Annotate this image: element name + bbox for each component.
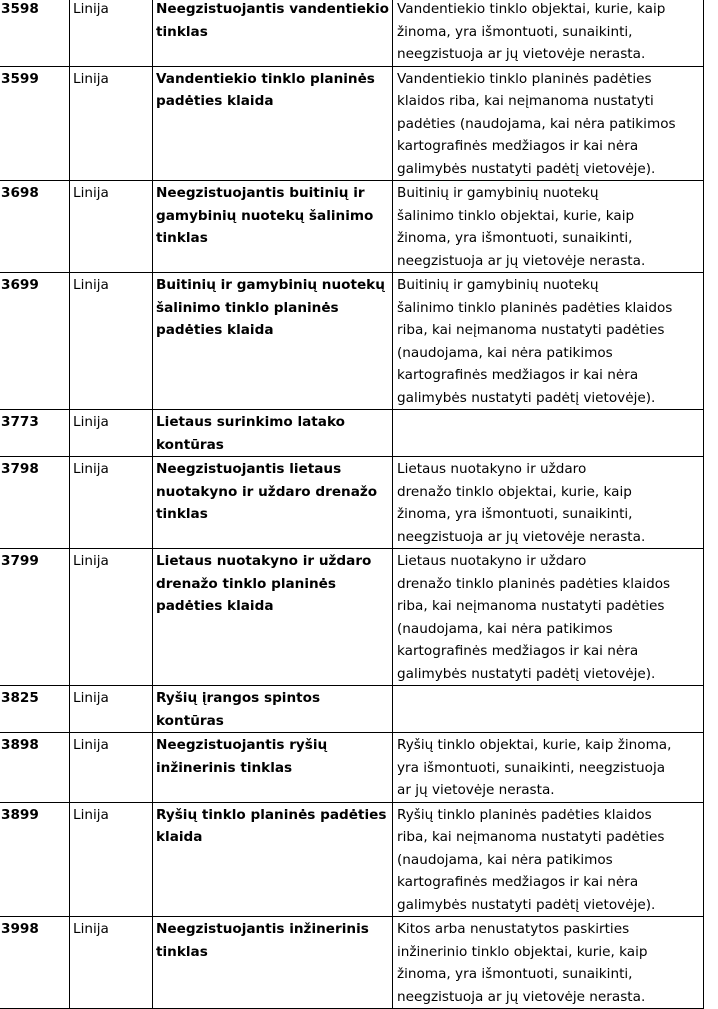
object-name-cell: Ryšių įrangos spintos kontūras: [153, 686, 393, 733]
description-cell: Vandentiekio tinklo objektai, kurie, kaip žinoma, yra išmontuoti, sunaikinti, neegzistuoja ar jų vietovėje nerasta.: [393, 0, 704, 66]
table-row: [0, 66, 704, 181]
geometry-type-cell: Linija: [70, 917, 153, 1009]
description-cell: Lietaus nuotakyno ir uždaro drenažo tinklo planinės padėties klaidos riba, kai neįmanoma nustatyti padėties (naudojama, kai nėra patikimos kartografinės medžiagos ir kai nėra galimybės nustatyti padėtį vietovėje).: [393, 549, 704, 686]
code-cell: 3825: [0, 686, 70, 733]
object-name-cell: Lietaus surinkimo latako kontūras: [153, 410, 393, 457]
geometry-type-cell: Linija: [70, 0, 153, 66]
code-cell: 3899: [0, 802, 70, 917]
geometry-type-cell: Linija: [70, 802, 153, 917]
object-name-cell: Neegzistuojantis buitinių ir gamybinių nuotekų šalinimo tinklas: [153, 181, 393, 273]
object-name-cell: Neegzistuojantis vandentiekio tinklas: [153, 0, 393, 66]
table-row: [0, 410, 704, 457]
code-cell: 3699: [0, 273, 70, 410]
code-cell: 3773: [0, 410, 70, 457]
table-row: [0, 0, 704, 66]
object-name-cell: Neegzistuojantis inžinerinis tinklas: [153, 917, 393, 1009]
code-cell: 3898: [0, 733, 70, 803]
table-row: [0, 802, 704, 917]
table-row: [0, 686, 704, 733]
description-cell: Ryšių tinklo planinės padėties klaidos riba, kai neįmanoma nustatyti padėties (naudojama, kai nėra patikimos kartografinės medžiagos ir kai nėra galimybės nustatyti padėtį vietovėje).: [393, 802, 704, 917]
geometry-type-cell: Linija: [70, 733, 153, 803]
geometry-type-cell: Linija: [70, 273, 153, 410]
geometry-type-cell: Linija: [70, 181, 153, 273]
table-row: [0, 181, 704, 273]
code-cell: 3998: [0, 917, 70, 1009]
table-row: [0, 917, 704, 1009]
description-cell: Lietaus nuotakyno ir uždaro drenažo tinklo objektai, kurie, kaip žinoma, yra išmontuoti, sunaikinti, neegzistuoja ar jų vietovėje nerasta.: [393, 457, 704, 549]
geometry-type-cell: Linija: [70, 457, 153, 549]
object-name-cell: Neegzistuojantis lietaus nuotakyno ir uždaro drenažo tinklas: [153, 457, 393, 549]
object-name-cell: Ryšių tinklo planinės padėties klaida: [153, 802, 393, 917]
geometry-type-cell: Linija: [70, 549, 153, 686]
description-cell: Vandentiekio tinklo planinės padėties klaidos riba, kai neįmanoma nustatyti padėties (naudojama, kai nėra patikimos kartografinės medžiagos ir kai nėra galimybės nustatyti padėtį vietovėje).: [393, 66, 704, 181]
code-cell: 3698: [0, 181, 70, 273]
code-cell: 3598: [0, 0, 70, 66]
geometry-type-cell: Linija: [70, 66, 153, 181]
object-name-cell: Neegzistuojantis ryšių inžinerinis tinklas: [153, 733, 393, 803]
table-row: [0, 549, 704, 686]
description-cell: Buitinių ir gamybinių nuotekų šalinimo tinklo objektai, kurie, kaip žinoma, yra išmontuoti, sunaikinti, neegzistuoja ar jų vietovėje nerasta.: [393, 181, 704, 273]
description-cell: Ryšių tinklo objektai, kurie, kaip žinoma, yra išmontuoti, sunaikinti, neegzistuoja ar jų vietovėje nerasta.: [393, 733, 704, 803]
description-cell: Buitinių ir gamybinių nuotekų šalinimo tinklo planinės padėties klaidos riba, kai neįmanoma nustatyti padėties (naudojama, kai nėra patikimos kartografinės medžiagos ir kai nėra galimybės nustatyti padėtį vietovėje).: [393, 273, 704, 410]
object-name-cell: Buitinių ir gamybinių nuotekų šalinimo tinklo planinės padėties klaida: [153, 273, 393, 410]
table-row: [0, 457, 704, 549]
code-cell: 3798: [0, 457, 70, 549]
geometry-type-cell: Linija: [70, 410, 153, 457]
object-name-cell: Lietaus nuotakyno ir uždaro drenažo tinklo planinės padėties klaida: [153, 549, 393, 686]
description-cell: Kitos arba nenustatytos paskirties inžinerinio tinklo objektai, kurie, kaip žinoma, yra išmontuoti, sunaikinti, neegzistuoja ar jų vietovėje nerasta.: [393, 917, 704, 1009]
geometry-type-cell: Linija: [70, 686, 153, 733]
code-cell: 3799: [0, 549, 70, 686]
object-name-cell: Vandentiekio tinklo planinės padėties klaida: [153, 66, 393, 181]
table-row: [0, 273, 704, 410]
description-cell: [393, 410, 704, 457]
table-row: [0, 733, 704, 803]
description-cell: [393, 686, 704, 733]
code-cell: 3599: [0, 66, 70, 181]
